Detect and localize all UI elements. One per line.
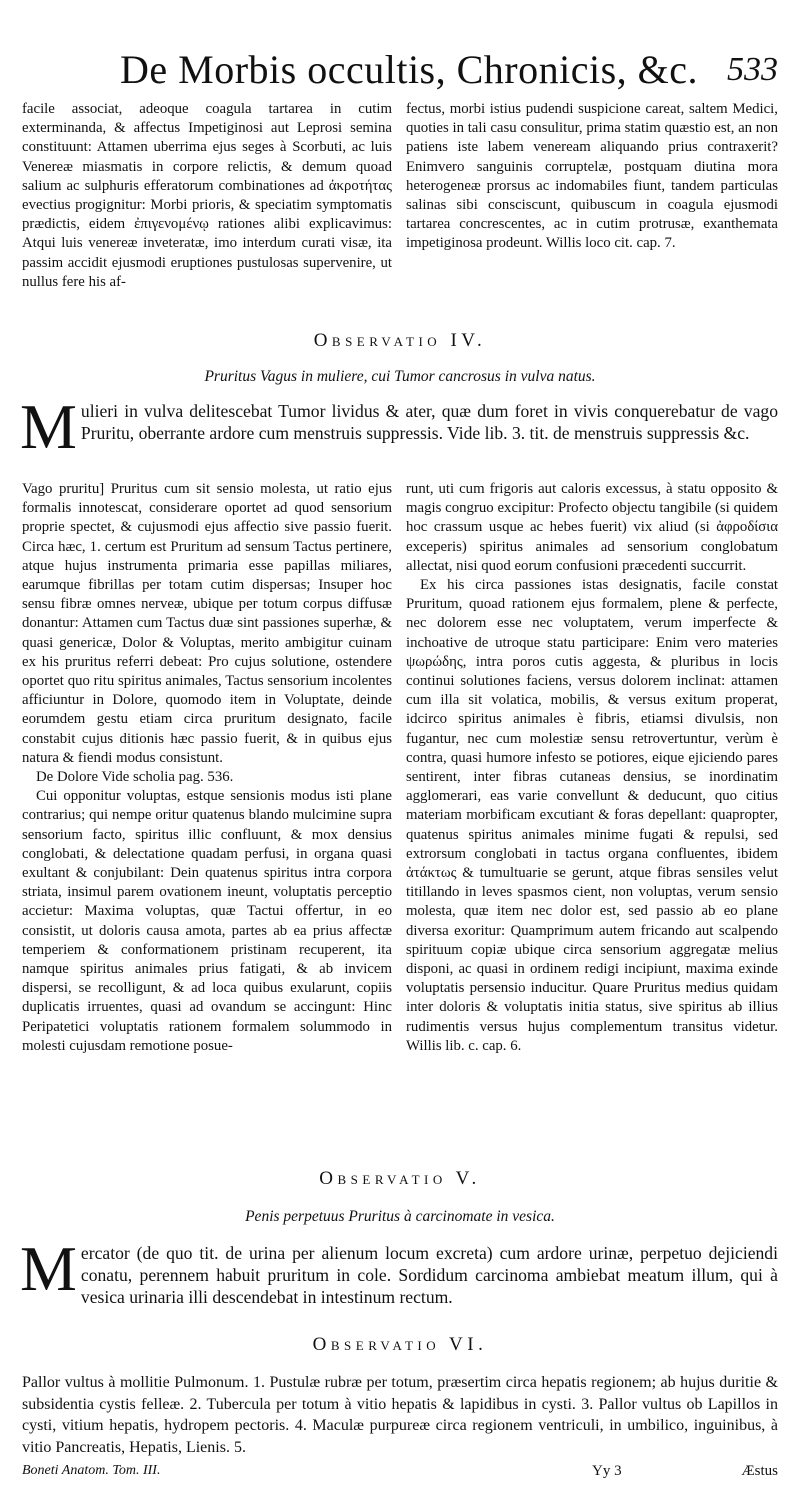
scholia-paragraph: Vago pruritu] Pruritus cum sit sensio molesta, ut ratio ejus formalis innotescat, considerare oportet ad quod sensorium proprie spectet, & cujusmodi ejus affectio sive passio fuerit. Circa hæc, 1. certum est Pruritum ad sensum Tactus pertinere, atque hujus instrumenta primaria esse papillas miliares, earumque fibrillas per totam cutim dispersas; Insuper hoc sensu fibræ omnes nerveæ, ubique per totum corpus diffusæ donantur: Attamen cum Tactus duæ sint passiones superhæ, & quasi genericæ, Dolor & Voluptas, merito ambigitur cuinam ex his pruritus referri debeat: Pro cujus solutione, ostendere oportet quo ritu spiritus animales, Tactus sensorium incolentes afficiuntur in Dolore, quomodo item in Voluptate, deinde eorumdem gestu etiam circa pruritum designato, facile constabit cujus ditionis hæc passio fuerit, & in quibus ejus natura & fiendi modus consistunt. [22,481,392,766]
top-left-paragraph: facile associat, adeoque coagula tartarea in cutim exterminanda, & affectus Impetiginosi aut Leprosi semina constituunt: Attamen uberrima ejus seges à Scorbuti, ac luis Venereæ miasmatis in corpore relictis, & demum quoad salium ac sulphuris efferatorum combinationes ad ἀκροτήτας evectius progignitur: Morbi prioris, & speciatim symptomatis prædictis, eidem ἐπιγενομένῳ rationes alibi explicavimus: Atqui luis venereæ inveteratæ, imo interdum curati visæ, ita passim accidit ejusmodi eruptiones pustulosas supervenire, ut nullus fere his af- [22,101,392,290]
observatio-5-title: Penis perpetuus Pruritus à carcinomate in vesica. [245,1208,555,1225]
top-text-columns [22,100,778,325]
scholia-columns [22,480,778,1140]
scholia-paragraph: Cui opponitur voluptas, estque sensionis modus isti plane contrarius; qui nempe oritur quatenus blando mulcimine supra sensorium facto, spiritus illic confluunt, & mox densius conglobati, & delectatione quadam perfusi, in organa quasi exultant & conjubilant: Dein quatenus spiritus intra corpora striata, insimul parem ovationem ineunt, voluptatis perceptio accietur: Maxima voluptas, quæ Tactui offertur, in eo consistit, ut doloris causa amota, partes ab ea prius affectæ temperiem & conformationem pristinam recuperent, ita namque spiritus animales prius fatigati, & ab invicem dispersi, se recolligunt, & ad loca quibus exularunt, copiis duplicatis irruentes, quasi ad ovandum se accingunt: Hinc Peripatetici voluptatis rationem formalem solummodo in molesti cujusdam remotione posue- [22,788,392,1054]
observatio-4-title: Pruritus Vagus in muliere, cui Tumor cancrosus in vulva natus. [204,368,596,385]
scholia-right-column [406,480,778,1056]
drop-cap: M [20,391,77,462]
observatio-4-heading: Observatio IV. [313,330,487,351]
page-number: 533 [727,51,778,88]
gathering-mark: Yy 3 [592,1463,622,1479]
observatio-5-text [20,1233,778,1308]
top-right-column [406,100,778,254]
observatio-6-text: Pallor vultus à mollitie Pulmonum. 1. Pustulæ rubræ per totum, præsertim circa hepatis regionem; ab hujus duritie & subsidentia cystis felleæ. 2. Tubercula per totum à vitio hepatis & lapidibus in cysti. 3. Pallor vultus ob Lapillos in cysti, vitium hepatis, hydropem pectoris. 4. Maculæ purpureæ circa regionem ventriculi, in umbilico, inguinibus, à vitio Pancreatis, Hepatis, Lienis. 5. [22,1374,778,1456]
scholia-paragraph: De Dolore Vide scholia pag. 536. [36,769,234,786]
footer-signature: Boneti Anatom. Tom. III. [22,1463,161,1478]
drop-cap: M [20,1233,77,1304]
observatio-5-heading: Observatio V. [319,1168,481,1189]
scholia-left-column [22,480,392,1056]
top-right-paragraph: fectus, morbi istius pudendi suspicione careat, saltem Medici, quoties in tali casu consulitur, prima statim quæstio est, an non patiens iste labem veneream aliquando prius contraxerit? Enimvero sanguinis corruptelæ, postquam diutina mora heterogeneæ prorsus ac indomabiles fiunt, tandem particulas salinas sibi consciscunt, quibuscum in coagula ejusmodi tartarea concrescentes, ac in cutim protrusæ, exanthemata impetiginosa prodeunt. Willis loco cit. cap. 7. [406,101,778,252]
observatio-4-text [20,391,778,462]
scholia-paragraph: Ex his circa passiones istas designatis, facile constat Pruritum, quoad rationem ejus formalem, plene & perfecte, nec dolorem esse nec voluptatem, verum imperfecte & inchoative de utroque statu participare: Enim vero materies ψωρώδης, intra poros cutis aggesta, & pluribus in locis continui solutiones faciens, versus dolorem inclinat: attamen cum illa sit volatica, mobilis, & versus exitum properat, idcirco spiritus animales è fibris, etiamsi divulsis, non fugantur, nec cum molestiæ sensu retrovertuntur, verùm è contra, quasi humore infesto se potiores, eique ejiciendo pares sentirent, inter fibras cutaneas densius, se inordinatim agglomerari, eas varie convellunt & deducunt, quo citius materiam morbificam excutiant & foras depellant: quapropter, quatenus spiritus animales minime fugati & repulsi, sed extrorsum conglobati in tactus organa confluentes, ibidem ἀτάκτως & tumultuarie se gerunt, atque fibras sensiles velut titillando in leves spasmos cient, non voluptas, verum sensio molesta, quæ item nec dolor est, sed passio ab eo plane diversa exoritur: Quamprimum autem fricando aut scalpendo spirituum copiæ ubique circa sensorium aggregatæ melius disponi, ac quasi in ordinem redigi incipiunt, maxima exinde voluptatis persensio inducitur. Quare Pruritus medius quidam inter doloris & voluptatis initia status, sive spiritus ab illius rudimentis versus hujus complementum transitus videtur. Willis lib. c. cap. 6. [406,577,778,1054]
observatio-4-body: ulieri in vulva delitescebat Tumor lividus & ater, quæ dum foret in vivis conquerebatur de vago Pruritu, oberrante ardore cum menstruis suppressis. Vide lib. 3. tit. de menstruis suppressis &c. [80,401,778,443]
running-head [0,44,800,96]
page-footer [22,1463,778,1487]
observatio-6-heading: Observatio VI. [312,1334,488,1355]
catchword: Æstus [741,1463,778,1479]
running-title: De Morbis occultis, Chronicis, &c. [120,47,699,92]
scholia-paragraph: runt, uti cum frigoris aut caloris excessus, à statu opposito & magis congruo excipitur: Profecto objectu tangibile (si quidem hoc crassum usque ac hebes fuerit) vix aliud (si ἀφροδίσια exceperis) spiritus animales ad sensorium conglobatum allectat, nisi quod eorum confusioni præcedenti succurrit. [406,481,778,574]
top-left-column [22,100,392,292]
observatio-5-body: ercator (de quo tit. de urina per alienum locum excreta) cum ardore urinæ, perpetuo dejiciendi conatu, perennem habuit pruritum in cole. Sordidum carcinoma ambiebat meatum illum, qui à vesica urinaria illi descendebat in intestinum rectum. [80,1243,778,1307]
